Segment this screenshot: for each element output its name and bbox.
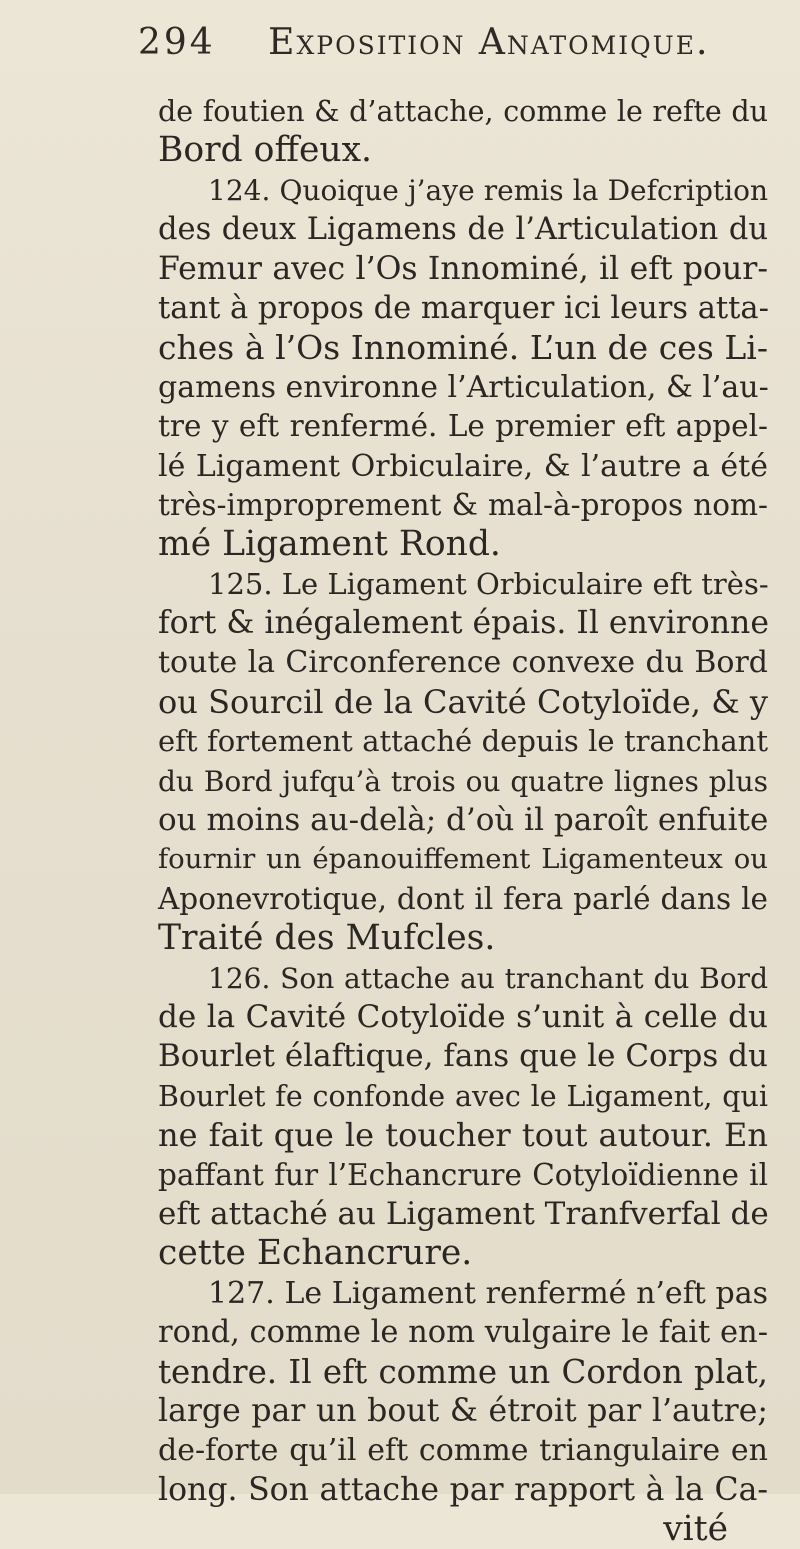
running-title: Exposition Anatomique. (268, 22, 710, 63)
catchword: vité (663, 1509, 728, 1549)
text-line: Bourlet fe confonde avec le Ligament, qui (158, 1079, 768, 1113)
text-line: des deux Ligamens de l’Articulation du (158, 212, 768, 248)
text-line: eft attaché au Ligament Tranfverfal de (158, 1195, 769, 1232)
text-line: gamens environne l’Articulation, & l’au- (158, 369, 769, 405)
text-line: 125. Le Ligament Orbiculaire eft très- (208, 566, 769, 601)
text-line: du Bord jufqu’à trois ou quatre lignes plus (158, 764, 768, 798)
text-line: très-improprement & mal-à-propos nom- (158, 487, 768, 522)
text-line: de foutien & d’attache, comme le refte du (158, 95, 768, 128)
text-line: ne fait que le toucher tout autour. En (158, 1116, 768, 1155)
text-line: paffant fur l’Echancrure Cotyloïdienne il (158, 1157, 768, 1192)
text-line: mé Ligament Rond. (158, 524, 501, 565)
text-line: toute la Circonference convexe du Bord (158, 645, 768, 681)
text-line: de la Cavité Cotyloïde s’unit à celle du (158, 998, 768, 1035)
text-line: tant à propos de marquer ici leurs atta- (158, 290, 769, 326)
text-line: tre y eft renfermé. Le premier eft appel- (158, 409, 768, 444)
page-header (138, 22, 709, 82)
text-line: cette Echancrure. (158, 1233, 473, 1274)
text-line: fournir un épanouiffement Ligamenteux ou (158, 843, 768, 876)
text-line: rond, comme le nom vulgaire le fait en- (158, 1315, 768, 1351)
text-line: ou moins au-delà; d’où il paroît enfuite (158, 802, 769, 839)
page-number: 294 (138, 22, 216, 63)
text-line: ou Sourcil de la Cavité Cotyloïde, & y (158, 682, 768, 721)
text-line: eft fortement attaché depuis le tranchant (158, 724, 768, 759)
text-line: large par un bout & étroit par l’autre; (158, 1392, 768, 1429)
text-line: long. Son attache par rapport à la Ca- (158, 1471, 768, 1508)
text-line: tendre. Il eft comme un Cordon plat, (158, 1352, 768, 1391)
text-line: de-forte qu’il eft comme triangulaire en (158, 1433, 768, 1469)
text-line: Aponevrotique, dont il fera parlé dans le (158, 881, 768, 916)
text-line: Bord offeux. (158, 130, 373, 171)
text-line: Femur avec l’Os Innominé, il eft pour- (158, 250, 768, 287)
text-line: 124. Quoique j’aye remis la Defcription (208, 173, 768, 207)
text-line: fort & inégalement épais. Il environne (158, 605, 769, 642)
text-line: 126. Son attache au tranchant du Bord (208, 961, 768, 995)
text-line: Traité des Mufcles. (158, 918, 496, 959)
text-line: ches à l’Os Innominé. L’un de ces Li- (158, 328, 768, 368)
text-line: Bourlet élaftique, fans que le Corps du (158, 1038, 768, 1075)
text-line: 127. Le Ligament renfermé n’eft pas (208, 1275, 768, 1311)
text-line: lé Ligament Orbiculaire, & l’autre a été (158, 448, 768, 484)
body-text (158, 92, 768, 1549)
